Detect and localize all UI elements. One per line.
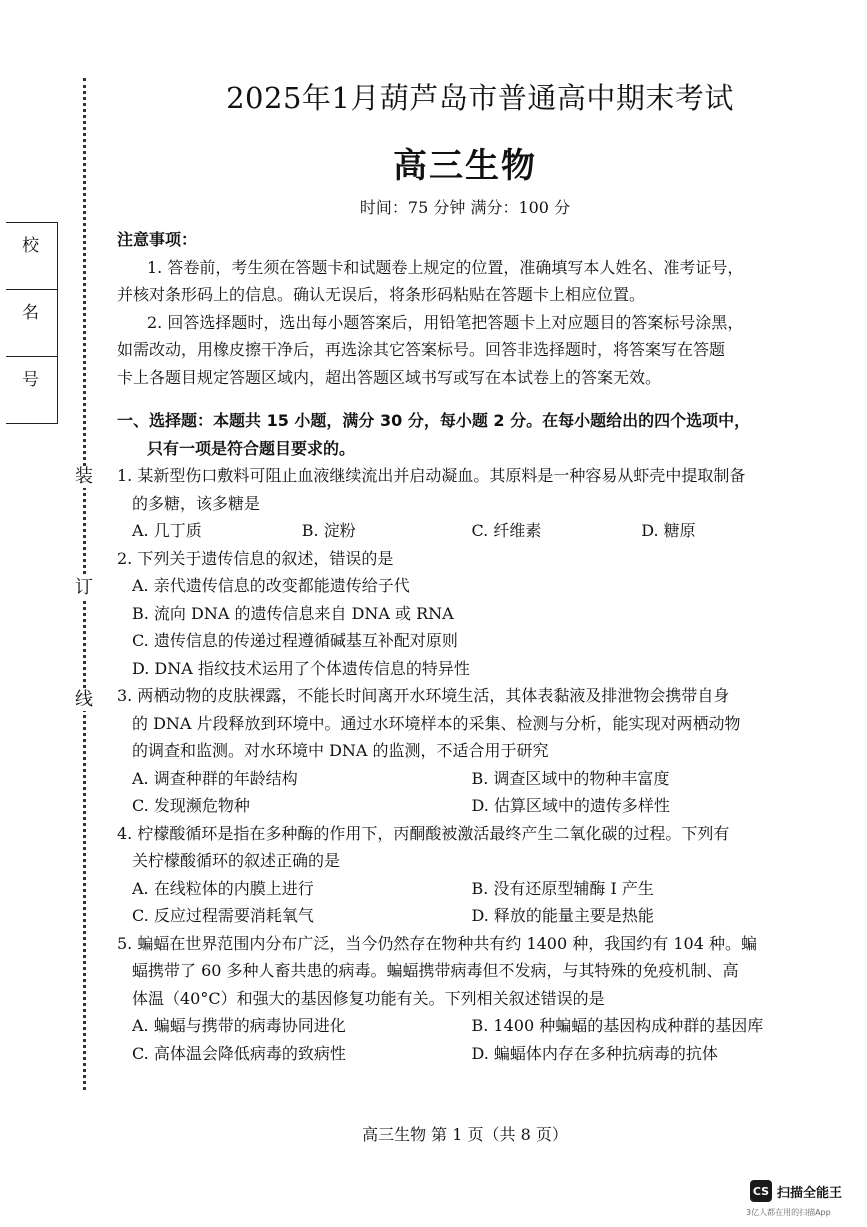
name-label: 名 xyxy=(22,303,39,323)
name-cell[interactable] xyxy=(6,290,58,357)
option-c[interactable]: C. 遗传信息的传递过程遵循碱基互补配对原则 xyxy=(132,631,458,650)
option-b[interactable]: B. 淀粉 xyxy=(301,521,356,540)
question-4-options-row2 xyxy=(117,902,811,930)
number-cell[interactable] xyxy=(6,357,58,424)
option-d[interactable]: D. 蝙蝠体内存在多种抗病毒的抗体 xyxy=(471,1043,718,1063)
question-5-cont: 体温（40°C）和强大的基因修复功能有关。下列相关叙述错误的是 xyxy=(132,988,605,1008)
question-5-options-row1 xyxy=(117,1012,811,1040)
question-4-options-row1 xyxy=(117,875,811,903)
option-c[interactable]: C. 发现濒危物种 xyxy=(132,796,250,815)
option-c[interactable]: C. 反应过程需要消耗氧气 xyxy=(132,906,314,925)
school-cell[interactable] xyxy=(6,223,58,290)
option-b[interactable]: B. 流向 DNA 的遗传信息来自 DNA 或 RNA xyxy=(132,603,454,623)
option-b[interactable]: B. 调查区域中的物种丰富度 xyxy=(471,768,670,788)
option-b[interactable]: B. 1400 种蝙蝠的基因构成种群的基因库 xyxy=(471,1016,764,1035)
option-d[interactable]: D. 释放的能量主要是热能 xyxy=(471,906,654,925)
binding-word-ding: 订 xyxy=(75,577,93,598)
option-a[interactable]: A. 调查种群的年龄结构 xyxy=(132,768,298,788)
question-3-options-row2 xyxy=(117,792,811,820)
scanner-watermark xyxy=(750,1180,842,1202)
question-3-cont: 的 DNA 片段释放到环境中。通过水环境样本的采集、检测与分析，能实现对两栖动物 xyxy=(132,713,741,733)
notice-line: 卡上各题目规定答题区域内，超出答题区域书写或写在本试卷上的答案无效。 xyxy=(117,367,662,387)
question-3-cont: 的调查和监测。对水环境中 DNA 的监测，不适合用于研究 xyxy=(132,741,549,760)
page-footer: 高三生物 第 1 页（共 8 页） xyxy=(362,1125,568,1144)
question-1-options xyxy=(117,517,811,545)
question-1: 1. 某新型伤口敷料可阻止血液继续流出并启动凝血。其原料是一种容易从虾壳中提取制备 xyxy=(117,466,746,485)
question-2: 2. 下列关于遗传信息的叙述，错误的是 xyxy=(117,548,394,568)
cs-logo-icon: CS xyxy=(750,1180,772,1202)
scanner-brand: 扫描全能王 xyxy=(777,1185,843,1201)
option-d[interactable]: D. DNA 指纹技术运用了个体遗传信息的特异性 xyxy=(132,658,470,678)
school-label: 校 xyxy=(22,236,39,256)
section-heading: 一、选择题：本题共 15 小题，满分 30 分，每小题 2 分。在每小题给出的四个选项中， xyxy=(117,411,751,430)
option-d[interactable]: D. 估算区域中的遗传多样性 xyxy=(471,796,670,815)
notice-line: 1. 答卷前，考生须在答题卡和试题卷上规定的位置，准确填写本人姓名、准考证号， xyxy=(147,257,744,277)
question-5: 5. 蝙蝠在世界范围内分布广泛，当今仍然存在物种共有约 1400 种，我国约有 104 种。蝙 xyxy=(117,933,757,953)
section-heading-cont: 只有一项是符合题目要求的。 xyxy=(147,438,356,458)
option-a[interactable]: A. 几丁质 xyxy=(132,521,202,540)
scanner-tagline: 3亿人都在用的扫描App xyxy=(746,1208,831,1217)
option-a[interactable]: A. 在线粒体的内膜上进行 xyxy=(132,878,314,898)
time-info: 时间：75 分钟 满分：100 分 xyxy=(359,198,571,217)
binding-word-xian: 线 xyxy=(75,689,93,710)
question-5-options-row2 xyxy=(117,1040,811,1068)
question-3-options-row1 xyxy=(117,765,811,793)
question-4-cont: 关柠檬酸循环的叙述正确的是 xyxy=(132,851,341,870)
subject-title: 高三生物 xyxy=(393,146,537,186)
exam-title: 2025年1月葫芦岛市普通高中期末考试 xyxy=(226,81,734,115)
option-d[interactable]: D. 糖原 xyxy=(641,521,696,540)
notice-line: 如需改动，用橡皮擦干净后，再选涂其它答案标号。回答非选择题时，将答案写在答题 xyxy=(117,340,726,359)
exam-content xyxy=(117,226,811,1067)
option-c[interactable]: C. 高体温会降低病毒的致病性 xyxy=(132,1043,346,1063)
notice-line: 2. 回答选择题时，选出每小题答案后，用铅笔把答题卡上对应题目的答案标号涂黑， xyxy=(147,312,744,332)
option-c[interactable]: C. 纤维素 xyxy=(471,521,542,540)
question-5-cont: 蝠携带了 60 多种人畜共患的病毒。蝙蝠携带病毒但不发病，与其特殊的免疫机制、高 xyxy=(132,961,739,980)
notice-heading: 注意事项： xyxy=(117,230,198,249)
option-b[interactable]: B. 没有还原型辅酶 I 产生 xyxy=(471,878,654,898)
notice-line: 并核对条形码上的信息。确认无误后，将条形码粘贴在答题卡上相应位置。 xyxy=(117,285,646,304)
question-3: 3. 两栖动物的皮肤裸露，不能长时间离开水环境生活，其体表黏液及排泄物会携带自身 xyxy=(117,686,730,705)
question-1-cont: 的多糖，该多糖是 xyxy=(132,493,261,513)
question-4: 4. 柠檬酸循环是指在多种酶的作用下，丙酮酸被激活最终产生二氧化碳的过程。下列有 xyxy=(117,823,730,843)
binding-word-zhuang: 装 xyxy=(75,466,93,487)
student-info-table xyxy=(6,222,58,424)
number-label: 号 xyxy=(22,370,39,390)
option-a[interactable]: A. 亲代遗传信息的改变都能遗传给子代 xyxy=(132,576,410,595)
option-a[interactable]: A. 蝙蝠与携带的病毒协同进化 xyxy=(132,1016,346,1035)
